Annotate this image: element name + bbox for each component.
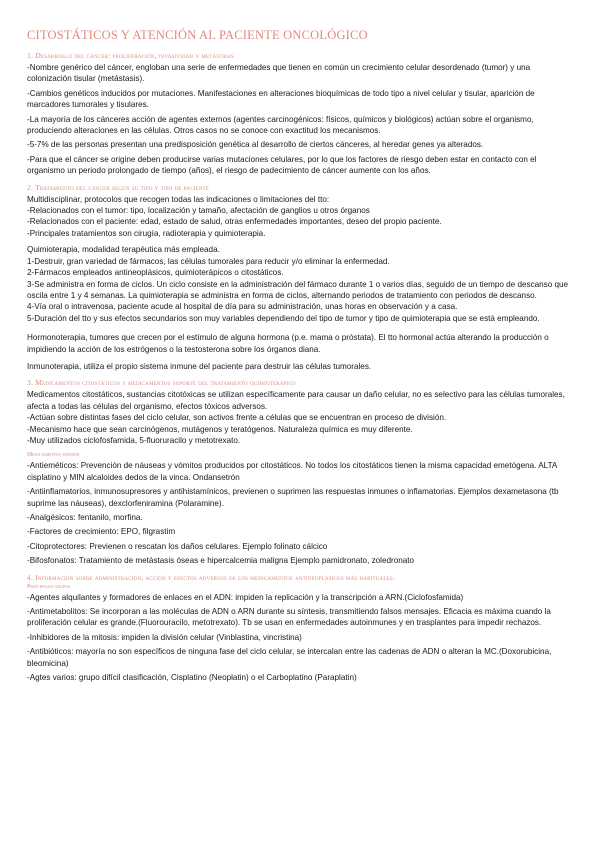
section-2-intro: -Relacionados con el paciente: edad, estado de salud, otras enfermedades importantes, deseo del propio paciente.: [27, 217, 442, 227]
section-4-item: -Agentes alquilantes y formadores de enlaces en el ADN: impiden la replicación y la transcripción a ARN.(Ciclofosfamida): [27, 592, 464, 602]
quimioterapia-item: 2-Fármacos empleados antineoplásicos, quimioterápicos o citostáticos.: [27, 268, 284, 278]
soporte-item: -Citoprotectores: Previenen o rescatan los daños celulares. Ejemplo folinato cálcico: [27, 541, 328, 551]
quimioterapia-item: 4-Vía oral o intravenosa, paciente acude al hospital de día para su administración, unas horas en observación y a casa.: [27, 302, 458, 312]
section-3-item: -Actúan sobre distintas fases del ciclo celular, son activos frente a células que se encuentran en proceso de división.: [27, 413, 447, 423]
section-2-intro: -Relacionados con el tumor: tipo, localización y tamaño, afectación de ganglios u otros órganos: [27, 206, 370, 216]
section-4-heading: 4. Información sobre administración, acción y efectos adversos de los medicamentos antineoplásicos más habituales.: [27, 572, 395, 582]
section-2-heading: 2. Tratamiento del cáncer según su tipo y tipo de paciente: [27, 182, 210, 192]
soporte-item: -Antieméticos: Prevención de náuseas y vómitos producidos por citostáticos. No todos los citostáticos tienen la misma capacidad emetógena. ALTA cisplatino y MIN alcaloides dedos de la vinca. Ondansetrón: [27, 461, 557, 482]
section-2-intro: -Principales tratamientos son cirugía, radioterapia y quimioterapia.: [27, 228, 266, 238]
section-4-item: -Inhibidores de la mitosis: impiden la división celular (Vinblastina, vincristina): [27, 632, 302, 642]
section-4-subheading: Principales grupos: [27, 583, 71, 590]
section-4-item: -Antimetabolitos: Se incorporan a las moléculas de ADN o ARN durante su síntesis, transmitiendo falsos mensajes. Eficacia es máxima cuando la proliferación celular es grande.(Fluorouracilo, metotrexato). Tb se usan en enfermedades autoinmunes y en trasplantes para impedir rechazos.: [27, 607, 551, 628]
quimioterapia-item: 3-Se administra en forma de ciclos. Un ciclo consiste en la administración del fármaco durante 1 o varios días, seguido de un tiempo de descanso que oscila entre 1 y 4 semanas. La quimioterapia se administra en forma de ciclos, alternando periodos de tratamiento con periodos de descanso.: [27, 279, 569, 300]
section-3-item: -Mecanismo hace que sean carcinógenos, mutágenos y teratógenos. Naturaleza química es muy diferente.: [27, 424, 413, 434]
section-1-heading: 1. Desarrollo del cáncer: proliferación, invasividad y metástasis: [27, 51, 234, 60]
section-1-item: -Cambios genéticos inducidos por mutaciones. Manifestaciones en alteraciones bioquímicas de todo tipo a nivel celular y tisular, aparición de marcadores tumorales y tisulares.: [27, 88, 535, 110]
inmunoterapia-paragraph: Inmunoterapia, utiliza el propio sistema inmune del paciente para destruir las células tumorales.: [27, 361, 372, 371]
hormonoterapia-paragraph: Hormonoterapia, tumores que crecen por el estímulo de alguna hormona (p.e. mama o próstata). El tto hormonal actúa alterando la producción o impidiendo la acción de los estrógenos o la testosterona sobre los órganos diana.: [27, 333, 549, 354]
section-1-item: -Nombre genérico del cáncer, engloban una serie de enfermedades que tienen en común un crecimiento celular desordenado (tumor) y una colonización tisular (metástasis).: [27, 63, 531, 84]
quimioterapia-item: 5-Duración del tto y sus efectos secundarios son muy variables dependiendo del tipo de tumor y tipo de quimioterapia que se está empleando.: [27, 313, 540, 323]
section-3-item: Medicamentos citostáticos, sustancias citotóxicas se utilizan específicamente para causar un daño celular, no es selectivo para las células tumorales, afecta a todas las células del organismo, efectos tóxicos adversos.: [27, 390, 565, 411]
section-1-item: -5-7% de las personas presentan una predisposición genética al desarrollo de ciertos cánceres, al heredar genes ya alterados.: [27, 140, 484, 150]
section-4-item: -Agtes varios: grupo difícil clasificación, Cisplatino (Neoplatin) o el Carboplatino (Paraplatin): [27, 673, 357, 683]
soporte-heading: Medicamentos soporte: [27, 452, 80, 459]
soporte-item: -Antiinflamatorios, inmunosupresores y antihistamínicos, previenen o suprimen las respuestas inmunes o inflamatorias. Ejemplos dexametasona (tb suprime las náuseas), dexclorfeniramina (Polaramine).: [27, 487, 559, 508]
section-2-intro: Multidisciplinar, protocolos que recogen todas las indicaciones o limitaciones del tto:: [27, 194, 330, 204]
soporte-item: -Bifosfonatos: Tratamiento de metástasis óseas e hipercalcemia maligna Ejemplo pamidronato, zoledronato: [27, 556, 415, 566]
document-title: CITOSTÁTICOS Y ATENCIÓN AL PACIENTE ONCOLÓGICO: [27, 28, 368, 42]
section-4-item: -Antibióticos: mayoría no son específicos de ninguna fase del ciclo celular, se intercalan entre las cadenas de ADN o alteran la MC.(Doxorubicina, bleomicina): [27, 647, 552, 668]
quimioterapia-item: Quimioterapia, modalidad terapéutica más empleada.: [27, 245, 220, 255]
section-1-item: -Para que el cáncer se origine deben producirse varias mutaciones celulares, por lo que los factores de riesgo deben estar en contacto con el organismo un periodo prolongado de tiempo (años), el riesgo de padecimiento de cáncer aumente con los años.: [27, 154, 537, 176]
section-3-heading: 3. Medicamentos citostáticos y medicamentos soporte del tratamiento quimioterápico: [27, 378, 296, 388]
quimioterapia-item: 1-Destruir, gran variedad de fármacos, las células tumorales para reducir y/o eliminar la enfermedad.: [27, 256, 390, 266]
section-3-item: -Muy utilizados ciclofosfamida, 5-fluoruracilo y metotrexato.: [27, 435, 241, 445]
soporte-item: -Analgésicos: fentanilo, morfina.: [27, 513, 143, 522]
soporte-item: -Factores de crecimiento: EPO, filgrastim: [27, 527, 176, 537]
section-1-item: -La mayoría de los cánceres acción de agentes externos (agentes carcinogénicos: físicos, químicos y biológicos) actúan sobre el organismo, produciendo alteraciones en las células. Otros casos no se conoce con exactitud los mecanismos.: [27, 114, 534, 136]
